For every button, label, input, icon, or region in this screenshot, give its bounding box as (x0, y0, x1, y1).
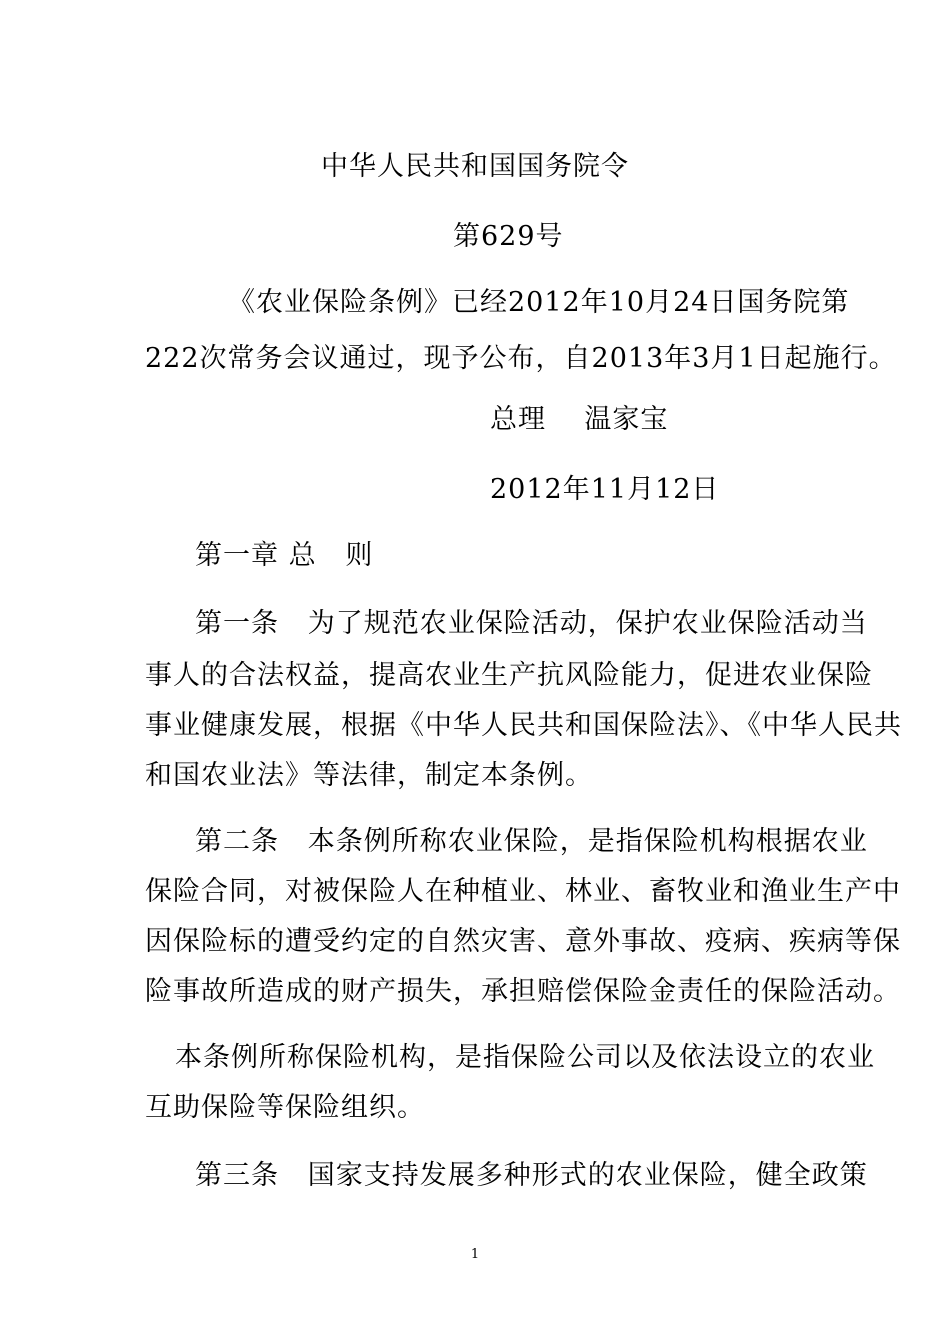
article-1-line-1: 第一条 为了规范农业保险活动，保护农业保险活动当 (195, 608, 868, 639)
article-1-line-4: 和国农业法》等法律，制定本条例。 (145, 760, 593, 791)
article-1-line-2: 事人的合法权益，提高农业生产抗风险能力，促进农业保险 (145, 660, 873, 691)
promulgation-text-line-2: 222次常务会议通过，现予公布，自2013年3月1日起施行。 (145, 343, 897, 374)
chapter-heading: 第一章 总 则 (195, 540, 374, 571)
page-number: 1 (470, 1247, 480, 1262)
paragraph-insurance-institution-line-1: 本条例所称保险机构，是指保险公司以及依法设立的农业 (175, 1042, 875, 1073)
document-title: 中华人民共和国国务院令 (321, 151, 629, 182)
article-1-line-3: 事业健康发展，根据《中华人民共和国保险法》、《中华人民共 (145, 710, 902, 741)
signer: 总理 温家宝 (490, 404, 669, 435)
article-2-line-3: 因保险标的遭受约定的自然灾害、意外事故、疫病、疾病等保 (145, 926, 901, 957)
promulgation-text-line-1: 《农业保险条例》已经2012年10月24日国务院第 (228, 287, 850, 318)
order-number: 第629号 (453, 221, 564, 252)
signing-date: 2012年11月12日 (490, 474, 720, 505)
article-3-line-1: 第三条 国家支持发展多种形式的农业保险，健全政策 (195, 1160, 868, 1191)
article-2-line-1: 第二条 本条例所称农业保险，是指保险机构根据农业 (195, 826, 868, 857)
paragraph-insurance-institution-line-2: 互助保险等保险组织。 (145, 1092, 425, 1123)
article-2-line-2: 保险合同，对被保险人在种植业、林业、畜牧业和渔业生产中 (145, 876, 901, 907)
article-2-line-4: 险事故所造成的财产损失，承担赔偿保险金责任的保险活动。 (145, 976, 901, 1007)
